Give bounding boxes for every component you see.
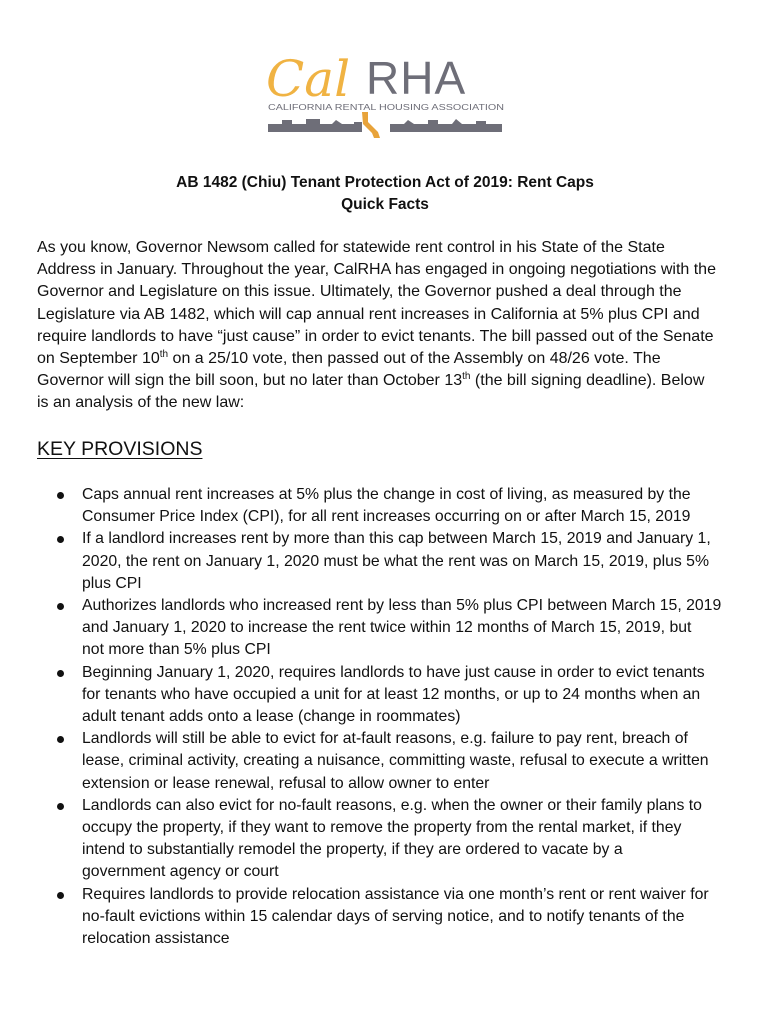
- list-item-line: not more than 5% plus CPI: [82, 641, 271, 659]
- list-item-line: If a landlord increases rent by more than this cap between March 15, 2019 and January 1,: [82, 530, 711, 548]
- bullet-icon: [57, 670, 64, 677]
- intro-line: Governor and Legislature on this issue. Ultimately, the Governor pushed a deal through the: [37, 283, 682, 301]
- list-item-line: lease, criminal activity, creating a nuisance, committing waste, refusal to execute a written: [82, 752, 709, 770]
- logo-skyline-icon: [268, 119, 502, 132]
- calrha-logo-graphic: [262, 36, 510, 140]
- bullet-icon: [57, 492, 64, 499]
- list-item-line: intend to substantially remodel the property, if they are ordered to vacate by a: [82, 841, 623, 859]
- intro-line: is an analysis of the new law:: [37, 394, 245, 412]
- intro-line: Governor will sign the bill soon, but no later than October 13th (the bill signing deadline). Below: [37, 371, 705, 390]
- intro-line: Address in January. Throughout the year, CalRHA has engaged in ongoing negotiations with the: [37, 261, 716, 279]
- bullet-icon: [57, 603, 64, 610]
- document-subtitle: Quick Facts: [341, 196, 429, 213]
- logo-cal-text: Cal: [266, 50, 351, 108]
- section-heading: KEY PROVISIONS: [37, 438, 203, 460]
- intro-line: As you know, Governor Newsom called for statewide rent control in his State of the State: [37, 239, 665, 256]
- list-item: [57, 884, 747, 951]
- logo-california-icon: [362, 112, 380, 138]
- list-item-line: adult tenant adds onto a lease (change in roommates): [82, 708, 461, 726]
- list-item-line: Landlords will still be able to evict for at-fault reasons, e.g. failure to pay rent, breach of: [82, 730, 688, 748]
- intro-line: require landlords to have “just cause” in order to evict tenants. The bill passed out of the Senate: [37, 327, 714, 345]
- list-item: [57, 795, 747, 884]
- list-item-line: Landlords can also evict for no-fault reasons, e.g. when the owner or their family plans to: [82, 796, 702, 814]
- list-item-line: plus CPI: [82, 574, 142, 592]
- list-item: [57, 528, 747, 595]
- bullet-icon: [57, 803, 64, 810]
- intro-line: Legislature via AB 1482, which will cap annual rent increases in California at 5% plus CPI and: [37, 305, 700, 323]
- bullet-icon: [57, 536, 64, 543]
- list-item: [57, 484, 747, 528]
- provisions-list: [57, 484, 747, 950]
- calrha-logo: [262, 36, 510, 140]
- list-item-line: Consumer Price Index (CPI), for all rent increases occurring on or after March 15, 2019: [82, 508, 691, 526]
- logo-rha-text: RHA: [366, 52, 467, 104]
- list-item-line: relocation assistance: [82, 930, 230, 948]
- list-item-line: Beginning January 1, 2020, requires landlords to have just cause in order to evict tenants: [82, 663, 705, 681]
- list-item: [57, 662, 747, 729]
- list-item: [57, 728, 747, 795]
- list-item-line: government agency or court: [82, 863, 279, 881]
- list-item-line: and January 1, 2020 to increase the rent twice within 12 months of March 15, 2019, but: [82, 619, 692, 637]
- intro-line: on September 10th on a 25/10 vote, then passed out of the Assembly on 48/26 vote. The: [37, 349, 661, 368]
- list-item-line: extension or lease renewal, refusal to allow owner to enter: [82, 774, 490, 792]
- list-item-line: 2020, the rent on January 1, 2020 must be what the rent was on March 15, 2019, plus 5%: [82, 552, 710, 570]
- bullet-icon: [57, 892, 64, 899]
- logo-tagline: CALIFORNIA RENTAL HOUSING ASSOCIATION: [268, 102, 504, 112]
- list-item-line: Requires landlords to provide relocation assistance via one month’s rent or rent waiver for: [82, 885, 709, 903]
- intro-paragraph: [37, 237, 737, 415]
- bullet-icon: [57, 736, 64, 743]
- list-item-line: no-fault evictions within 15 calendar days of serving notice, and to notify tenants of the: [82, 907, 685, 925]
- list-item: [57, 595, 747, 662]
- list-item-line: occupy the property, if they want to remove the property from the rental market, if they: [82, 819, 682, 837]
- list-item-line: Caps annual rent increases at 5% plus the change in cost of living, as measured by the: [82, 486, 691, 503]
- list-item-line: for tenants who have occupied a unit for at least 12 months, or up to 24 months when an: [82, 685, 701, 703]
- document-title: AB 1482 (Chiu) Tenant Protection Act of 2019: Rent Caps: [176, 174, 594, 191]
- list-item-line: Authorizes landlords who increased rent by less than 5% plus CPI between March 15, 2019: [82, 597, 722, 615]
